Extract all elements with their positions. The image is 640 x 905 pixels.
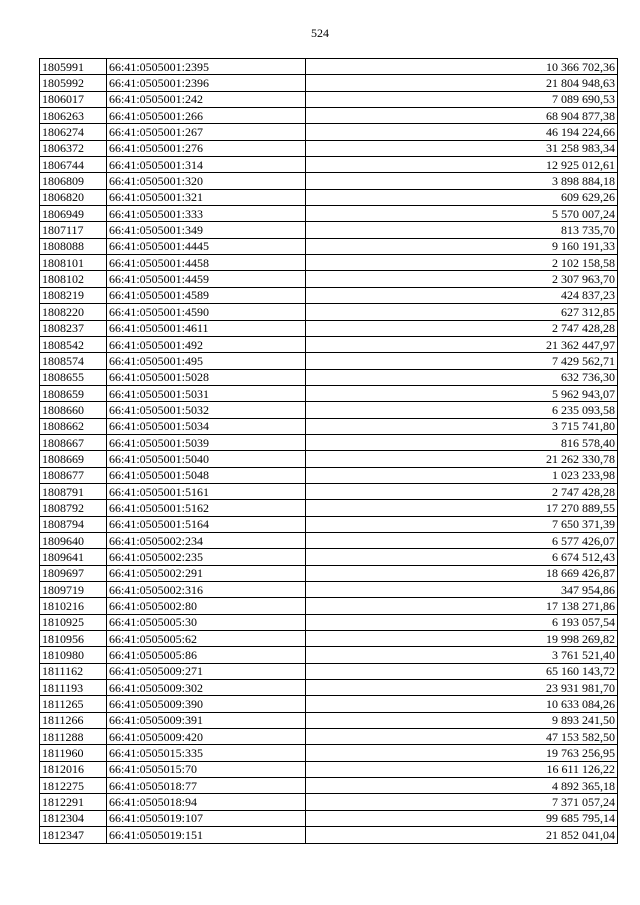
cadastral-value-cell: 9 893 241,50 (306, 712, 618, 728)
cadastral-number-cell: 66:41:0505002:80 (107, 598, 306, 614)
cadastral-number-cell: 66:41:0505001:5040 (107, 451, 306, 467)
cadastral-number-cell: 66:41:0505009:390 (107, 696, 306, 712)
cadastral-value-cell: 3 715 741,80 (306, 418, 618, 434)
table-row (40, 532, 618, 548)
cadastral-value-cell: 21 362 447,97 (306, 336, 618, 352)
registry-table-body (40, 59, 618, 844)
row-id-cell: 1806017 (40, 91, 107, 107)
table-row (40, 810, 618, 826)
row-id-cell: 1812291 (40, 794, 107, 810)
cadastral-value-cell: 10 366 702,36 (306, 59, 618, 75)
cadastral-value-cell: 68 904 877,38 (306, 108, 618, 124)
cadastral-number-cell: 66:41:0505005:30 (107, 614, 306, 630)
table-row (40, 827, 618, 843)
cadastral-value-cell: 813 735,70 (306, 222, 618, 238)
row-id-cell: 1808220 (40, 304, 107, 320)
cadastral-value-cell: 99 685 795,14 (306, 810, 618, 826)
cadastral-value-cell: 16 611 126,22 (306, 761, 618, 777)
cadastral-number-cell: 66:41:0505001:333 (107, 206, 306, 222)
row-id-cell: 1812347 (40, 827, 107, 843)
table-row (40, 255, 618, 271)
table-row (40, 75, 618, 91)
table-row (40, 108, 618, 124)
cadastral-value-cell: 7 089 690,53 (306, 91, 618, 107)
cadastral-value-cell: 7 650 371,39 (306, 516, 618, 532)
cadastral-value-cell: 47 153 582,50 (306, 729, 618, 745)
table-row (40, 402, 618, 418)
table-row (40, 271, 618, 287)
table-row (40, 206, 618, 222)
cadastral-value-cell: 17 270 889,55 (306, 500, 618, 516)
cadastral-number-cell: 66:41:0505015:335 (107, 745, 306, 761)
cadastral-number-cell: 66:41:0505002:235 (107, 549, 306, 565)
cadastral-value-cell: 7 371 057,24 (306, 794, 618, 810)
table-row (40, 761, 618, 777)
row-id-cell: 1810216 (40, 598, 107, 614)
cadastral-value-cell: 21 852 041,04 (306, 827, 618, 843)
cadastral-number-cell: 66:41:0505001:276 (107, 140, 306, 156)
cadastral-value-cell: 816 578,40 (306, 434, 618, 450)
cadastral-value-cell: 65 160 143,72 (306, 663, 618, 679)
table-row (40, 483, 618, 499)
row-id-cell: 1806274 (40, 124, 107, 140)
table-row (40, 663, 618, 679)
row-id-cell: 1806820 (40, 189, 107, 205)
table-row (40, 320, 618, 336)
cadastral-number-cell: 66:41:0505001:4459 (107, 271, 306, 287)
cadastral-value-cell: 1 023 233,98 (306, 467, 618, 483)
table-row (40, 353, 618, 369)
table-row (40, 778, 618, 794)
row-id-cell: 1808237 (40, 320, 107, 336)
cadastral-number-cell: 66:41:0505001:5164 (107, 516, 306, 532)
cadastral-number-cell: 66:41:0505001:349 (107, 222, 306, 238)
row-id-cell: 1808101 (40, 255, 107, 271)
cadastral-number-cell: 66:41:0505001:5048 (107, 467, 306, 483)
table-row (40, 59, 618, 75)
cadastral-value-cell: 18 669 426,87 (306, 565, 618, 581)
cadastral-value-cell: 12 925 012,61 (306, 157, 618, 173)
cadastral-number-cell: 66:41:0505009:420 (107, 729, 306, 745)
cadastral-value-cell: 10 633 084,26 (306, 696, 618, 712)
cadastral-number-cell: 66:41:0505001:5039 (107, 434, 306, 450)
table-row (40, 712, 618, 728)
table-row (40, 140, 618, 156)
row-id-cell: 1805992 (40, 75, 107, 91)
cadastral-value-cell: 6 577 426,07 (306, 532, 618, 548)
cadastral-number-cell: 66:41:0505018:77 (107, 778, 306, 794)
row-id-cell: 1808219 (40, 287, 107, 303)
cadastral-number-cell: 66:41:0505001:314 (107, 157, 306, 173)
cadastral-number-cell: 66:41:0505001:242 (107, 91, 306, 107)
cadastral-number-cell: 66:41:0505002:234 (107, 532, 306, 548)
table-row (40, 222, 618, 238)
cadastral-value-cell: 5 962 943,07 (306, 385, 618, 401)
cadastral-value-cell: 17 138 271,86 (306, 598, 618, 614)
row-id-cell: 1808542 (40, 336, 107, 352)
cadastral-number-cell: 66:41:0505002:291 (107, 565, 306, 581)
cadastral-value-cell: 19 763 256,95 (306, 745, 618, 761)
cadastral-value-cell: 31 258 983,34 (306, 140, 618, 156)
cadastral-value-cell: 6 193 057,54 (306, 614, 618, 630)
table-row (40, 794, 618, 810)
cadastral-value-cell: 46 194 224,66 (306, 124, 618, 140)
cadastral-number-cell: 66:41:0505001:2396 (107, 75, 306, 91)
row-id-cell: 1808660 (40, 402, 107, 418)
row-id-cell: 1808667 (40, 434, 107, 450)
row-id-cell: 1811265 (40, 696, 107, 712)
cadastral-value-cell: 3 761 521,40 (306, 647, 618, 663)
table-row (40, 336, 618, 352)
row-id-cell: 1809719 (40, 582, 107, 598)
row-id-cell: 1812016 (40, 761, 107, 777)
cadastral-value-cell: 7 429 562,71 (306, 353, 618, 369)
row-id-cell: 1811162 (40, 663, 107, 679)
row-id-cell: 1811193 (40, 680, 107, 696)
row-id-cell: 1806744 (40, 157, 107, 173)
table-row (40, 238, 618, 254)
table-row (40, 467, 618, 483)
table-row (40, 549, 618, 565)
row-id-cell: 1808791 (40, 483, 107, 499)
table-row (40, 304, 618, 320)
cadastral-number-cell: 66:41:0505001:4611 (107, 320, 306, 336)
table-row (40, 696, 618, 712)
cadastral-number-cell: 66:41:0505001:492 (107, 336, 306, 352)
cadastral-value-cell: 9 160 191,33 (306, 238, 618, 254)
cadastral-number-cell: 66:41:0505001:5028 (107, 369, 306, 385)
cadastral-value-cell: 2 747 428,28 (306, 483, 618, 499)
cadastral-number-cell: 66:41:0505009:271 (107, 663, 306, 679)
cadastral-number-cell: 66:41:0505005:62 (107, 631, 306, 647)
cadastral-number-cell: 66:41:0505001:2395 (107, 59, 306, 75)
row-id-cell: 1811266 (40, 712, 107, 728)
row-id-cell: 1811288 (40, 729, 107, 745)
cadastral-number-cell: 66:41:0505001:4589 (107, 287, 306, 303)
cadastral-number-cell: 66:41:0505002:316 (107, 582, 306, 598)
table-row (40, 157, 618, 173)
registry-table (39, 58, 618, 844)
table-row (40, 369, 618, 385)
cadastral-number-cell: 66:41:0505019:107 (107, 810, 306, 826)
row-id-cell: 1809697 (40, 565, 107, 581)
cadastral-number-cell: 66:41:0505018:94 (107, 794, 306, 810)
table-row (40, 189, 618, 205)
cadastral-value-cell: 21 804 948,63 (306, 75, 618, 91)
table-row (40, 287, 618, 303)
table-row (40, 631, 618, 647)
row-id-cell: 1805991 (40, 59, 107, 75)
table-row (40, 124, 618, 140)
row-id-cell: 1810956 (40, 631, 107, 647)
row-id-cell: 1808662 (40, 418, 107, 434)
cadastral-number-cell: 66:41:0505001:5161 (107, 483, 306, 499)
cadastral-number-cell: 66:41:0505019:151 (107, 827, 306, 843)
cadastral-number-cell: 66:41:0505001:321 (107, 189, 306, 205)
table-row (40, 680, 618, 696)
row-id-cell: 1808669 (40, 451, 107, 467)
row-id-cell: 1807117 (40, 222, 107, 238)
row-id-cell: 1806809 (40, 173, 107, 189)
table-row (40, 91, 618, 107)
cadastral-number-cell: 66:41:0505001:4445 (107, 238, 306, 254)
row-id-cell: 1808102 (40, 271, 107, 287)
cadastral-value-cell: 6 674 512,43 (306, 549, 618, 565)
cadastral-value-cell: 6 235 093,58 (306, 402, 618, 418)
cadastral-number-cell: 66:41:0505009:302 (107, 680, 306, 696)
table-row (40, 451, 618, 467)
table-row (40, 647, 618, 663)
table-row (40, 418, 618, 434)
row-id-cell: 1812275 (40, 778, 107, 794)
cadastral-value-cell: 424 837,23 (306, 287, 618, 303)
row-id-cell: 1809641 (40, 549, 107, 565)
cadastral-number-cell: 66:41:0505001:4590 (107, 304, 306, 320)
cadastral-value-cell: 347 954,86 (306, 582, 618, 598)
cadastral-value-cell: 609 629,26 (306, 189, 618, 205)
cadastral-value-cell: 3 898 884,18 (306, 173, 618, 189)
cadastral-number-cell: 66:41:0505001:4458 (107, 255, 306, 271)
row-id-cell: 1811960 (40, 745, 107, 761)
row-id-cell: 1810980 (40, 647, 107, 663)
table-row (40, 385, 618, 401)
cadastral-value-cell: 632 736,30 (306, 369, 618, 385)
cadastral-number-cell: 66:41:0505009:391 (107, 712, 306, 728)
cadastral-value-cell: 23 931 981,70 (306, 680, 618, 696)
cadastral-value-cell: 19 998 269,82 (306, 631, 618, 647)
cadastral-number-cell: 66:41:0505001:266 (107, 108, 306, 124)
cadastral-number-cell: 66:41:0505005:86 (107, 647, 306, 663)
table-row (40, 598, 618, 614)
cadastral-number-cell: 66:41:0505001:320 (107, 173, 306, 189)
row-id-cell: 1808574 (40, 353, 107, 369)
cadastral-value-cell: 2 747 428,28 (306, 320, 618, 336)
row-id-cell: 1808655 (40, 369, 107, 385)
row-id-cell: 1806949 (40, 206, 107, 222)
row-id-cell: 1806263 (40, 108, 107, 124)
cadastral-number-cell: 66:41:0505001:5034 (107, 418, 306, 434)
cadastral-number-cell: 66:41:0505001:495 (107, 353, 306, 369)
cadastral-number-cell: 66:41:0505001:5032 (107, 402, 306, 418)
cadastral-number-cell: 66:41:0505001:267 (107, 124, 306, 140)
cadastral-value-cell: 627 312,85 (306, 304, 618, 320)
table-row (40, 500, 618, 516)
cadastral-number-cell: 66:41:0505001:5031 (107, 385, 306, 401)
row-id-cell: 1808659 (40, 385, 107, 401)
row-id-cell: 1806372 (40, 140, 107, 156)
table-row (40, 614, 618, 630)
table-row (40, 565, 618, 581)
row-id-cell: 1812304 (40, 810, 107, 826)
cadastral-value-cell: 21 262 330,78 (306, 451, 618, 467)
page-number: 524 (311, 26, 329, 40)
row-id-cell: 1808088 (40, 238, 107, 254)
table-row (40, 745, 618, 761)
cadastral-value-cell: 2 307 963,70 (306, 271, 618, 287)
row-id-cell: 1808677 (40, 467, 107, 483)
table-row (40, 173, 618, 189)
table-row (40, 516, 618, 532)
cadastral-number-cell: 66:41:0505015:70 (107, 761, 306, 777)
row-id-cell: 1808794 (40, 516, 107, 532)
table-row (40, 582, 618, 598)
cadastral-value-cell: 4 892 365,18 (306, 778, 618, 794)
cadastral-number-cell: 66:41:0505001:5162 (107, 500, 306, 516)
table-row (40, 729, 618, 745)
row-id-cell: 1810925 (40, 614, 107, 630)
table-row (40, 434, 618, 450)
row-id-cell: 1809640 (40, 532, 107, 548)
row-id-cell: 1808792 (40, 500, 107, 516)
cadastral-value-cell: 2 102 158,58 (306, 255, 618, 271)
cadastral-value-cell: 5 570 007,24 (306, 206, 618, 222)
